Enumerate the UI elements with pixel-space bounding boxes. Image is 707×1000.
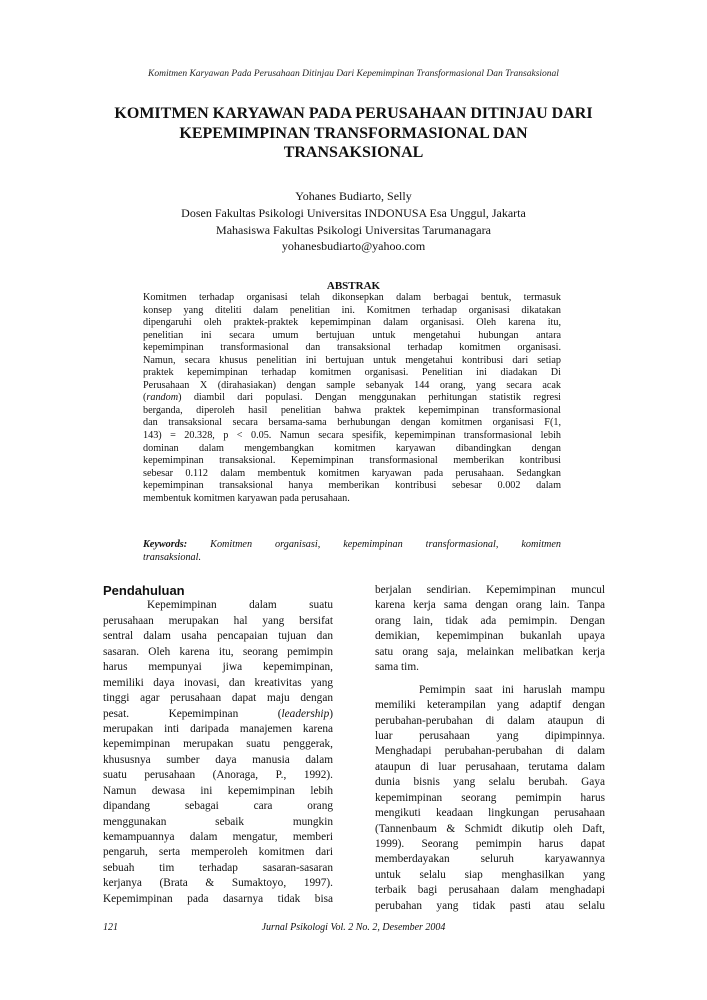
italic-term: leadership: [281, 707, 330, 720]
body-line: kemampuannya dalam mengatur, memberi: [103, 831, 333, 843]
abstract-line: kepemimpinan transformasional dan transaksional terhadap komitmen organisasi.: [143, 342, 561, 354]
abstract-line: 143) = 20.328, p < 0.05. Namun secara spesifik, kepemimpinan transformasional lebih: [143, 430, 561, 442]
author-affiliation: Mahasiswa Fakultas Psikologi Universitas Tarumanagara: [216, 222, 491, 237]
body-line: orang lain, tidak ada pemimpin. Dengan: [375, 614, 605, 627]
abstract-line: praktek kepemimpinan terhadap komitmen organisasi. Penelitian ini diadakan Di: [143, 367, 561, 379]
author-block: [100, 188, 607, 255]
abstract-heading: ABSTRAK: [326, 280, 381, 292]
body-line: dunia bisnis yang selalu berubah. Gaya: [375, 776, 605, 789]
body-line: Menghadapi perubahan-perubahan di dalam: [375, 745, 605, 758]
keywords-block: [143, 539, 561, 564]
title-line: KEPEMIMPINAN TRANSFORMASIONAL DAN: [179, 124, 528, 142]
body-line: kepemimpinan seorang pemimpin harus: [375, 791, 605, 804]
paper-title: [90, 104, 617, 163]
body-line: memberdayakan seluruh karyawannya: [375, 853, 605, 866]
body-line: sebuah tim terhadap sasaran-sasaran: [103, 861, 333, 874]
abstract-line: dipengaruhi oleh praktek-praktek kepemimpinan dalam organisasi. Oleh karena itu,: [143, 317, 561, 329]
abstract-line: dominan dalam mengembangkan komitmen karyawan dibandingkan dengan: [143, 442, 561, 454]
body-line: untuk selalu siap menghasilkan yang: [375, 868, 605, 881]
body-line: memiliki keterampilan yang adaptif dengan: [375, 699, 605, 712]
body-line: merupakan inti daripada manajemen karena: [103, 722, 333, 735]
body-line: luar perusahaan yang dipimpinnya.: [375, 729, 605, 742]
abstract-line: penelitian ini secara umum bertujuan untuk mengetahui hubungan antara: [143, 329, 561, 341]
running-header: Komitmen Karyawan Pada Perusahaan Ditinjau Dari Kepemimpinan Transformasional Dan Transaksional: [148, 69, 559, 79]
keywords-line: [143, 539, 561, 552]
body-line: khususnya sumber daya manusia dalam: [103, 753, 333, 766]
body-line: suatu perusahaan (Anoraga, P., 1992).: [103, 769, 333, 782]
body-line: (Tannenbaum & Schmidt dikutip oleh Daft,: [375, 822, 605, 835]
abstract-line: konsep yang diteliti dalam penelitian ini. Komitmen terhadap organisasi dikatakan: [143, 304, 561, 316]
body-line: dipandang sebagai cara orang: [103, 800, 333, 813]
body-line: harus mempunyai jiwa kepemimpinan,: [103, 661, 333, 674]
body-line: perubahan-perubahan di dalam ataupun di: [375, 714, 605, 727]
body-line: karena kerja sama dengan orang lain. Tanpa: [375, 599, 605, 612]
body-line: tinggi agar perusahaan dapat maju dengan: [103, 692, 333, 705]
body-line: perubahan yang tidak pasti atau selalu: [375, 899, 605, 912]
body-line: sama tim.: [375, 661, 419, 674]
journal-footer: Jurnal Psikologi Vol. 2 No. 2, Desember 2004: [261, 922, 446, 933]
keywords-label: Keywords:: [143, 539, 188, 550]
abstract-body: [143, 292, 561, 505]
body-line: berjalan sendirian. Kepemimpinan muncul: [375, 584, 605, 596]
body-line: menggunakan sebaik mungkin: [103, 815, 333, 828]
keywords-text: Komitmen organisasi, kepemimpinan transformasional, komitmen: [210, 539, 562, 550]
abstract-line: berganda, diperoleh hasil penelitian bahwa praktek kepemimpinan transformasional: [143, 404, 561, 416]
body-line: perusahaan merupakan hal yang bersifat: [103, 614, 333, 627]
abstract-line: dan transaksional secara bersama-sama berhubungan dengan komitmen organisasi F(1,: [143, 417, 561, 429]
title-line: KOMITMEN KARYAWAN PADA PERUSAHAAN DITINJAU DARI: [114, 105, 593, 122]
body-line: pengaruh, serta memperoleh komitmen dari: [103, 846, 333, 859]
body-line: 1999). Seorang pemimpin harus dapat: [375, 838, 605, 850]
right-column: [375, 583, 605, 914]
paragraph-gap: [375, 676, 605, 683]
body-line: pesat. Kepemimpinan (leadership): [103, 707, 333, 720]
abstract-line: Perusahaan X (dirahasiakan) dengan sample sebanyak 144 orang, yang secara acak: [143, 379, 561, 391]
page-number: 121: [103, 922, 118, 933]
body-line: terbaik bagi perusahaan dalam menghadapi: [375, 884, 605, 897]
abstract-line: Komitmen terhadap organisasi telah dikonsepkan dalam berbagai bentuk, termasuk: [143, 292, 561, 303]
body-line: kerjanya (Brata & Sumaktoyo, 1997).: [103, 877, 333, 890]
italic-term: random: [146, 392, 179, 404]
abstract-line: (random) diambil dari populasi. Dengan menggunakan perhitungan statistik regresi: [143, 392, 561, 404]
body-line: Kepemimpinan dalam suatu: [147, 599, 333, 612]
body-line: kepemimpinan merupakan suatu penggerak,: [103, 738, 333, 751]
body-line: Kepemimpinan pada dasarnya tidak bisa: [103, 892, 333, 905]
body-line: demikian, kepemimpinan bukanlah upaya: [375, 630, 605, 643]
abstract-line: sebesar 0.112 dalam membentuk komitmen karyawan pada perusahaan. Sedangkan: [143, 467, 561, 479]
body-line: sasaran. Oleh karena itu, seorang pemimpin: [103, 645, 333, 658]
keywords-text: transaksional.: [143, 551, 202, 563]
author-names: Yohanes Budiarto, Selly: [295, 189, 412, 203]
title-line: TRANSAKSIONAL: [283, 144, 424, 161]
abstract-line: membentuk komitmen karyawan pada perusahaan.: [143, 492, 350, 504]
body-line: satu orang saja, melainkan melibatkan kerja: [375, 645, 605, 658]
abstract-line: kepemimpinan transaksional hanya memberikan kontribusi sebesar 0.002 dalam: [143, 480, 561, 492]
body-line: ataupun di luar perusahaan, terutama dalam: [375, 760, 605, 773]
left-column: [103, 583, 333, 907]
author-email: yohanesbudiarto@yahoo.com: [281, 239, 426, 254]
author-affiliation: Dosen Fakultas Psikologi Universitas INDONUSA Esa Unggul, Jakarta: [181, 205, 526, 220]
body-line: mengikuti keadaan lingkungan perusahaan: [375, 807, 605, 820]
body-line: sentral dalam usaha pencapaian tujuan dan: [103, 630, 333, 643]
abstract-line: Namun, secara khusus penelitian ini bertujuan untuk mengetahui kontribusi dari setiap: [143, 354, 561, 366]
abstract-line: kepemimpinan transaksional. Kepemimpinan transformasional memberikan kontribusi: [143, 455, 561, 467]
body-line: Namun dewasa ini kepemimpinan lebih: [103, 784, 333, 797]
section-heading: Pendahuluan: [103, 583, 185, 598]
body-line: Pemimpin saat ini haruslah mampu: [419, 683, 605, 696]
body-line: memiliki daya inovasi, dan kreativitas yang: [103, 676, 333, 689]
